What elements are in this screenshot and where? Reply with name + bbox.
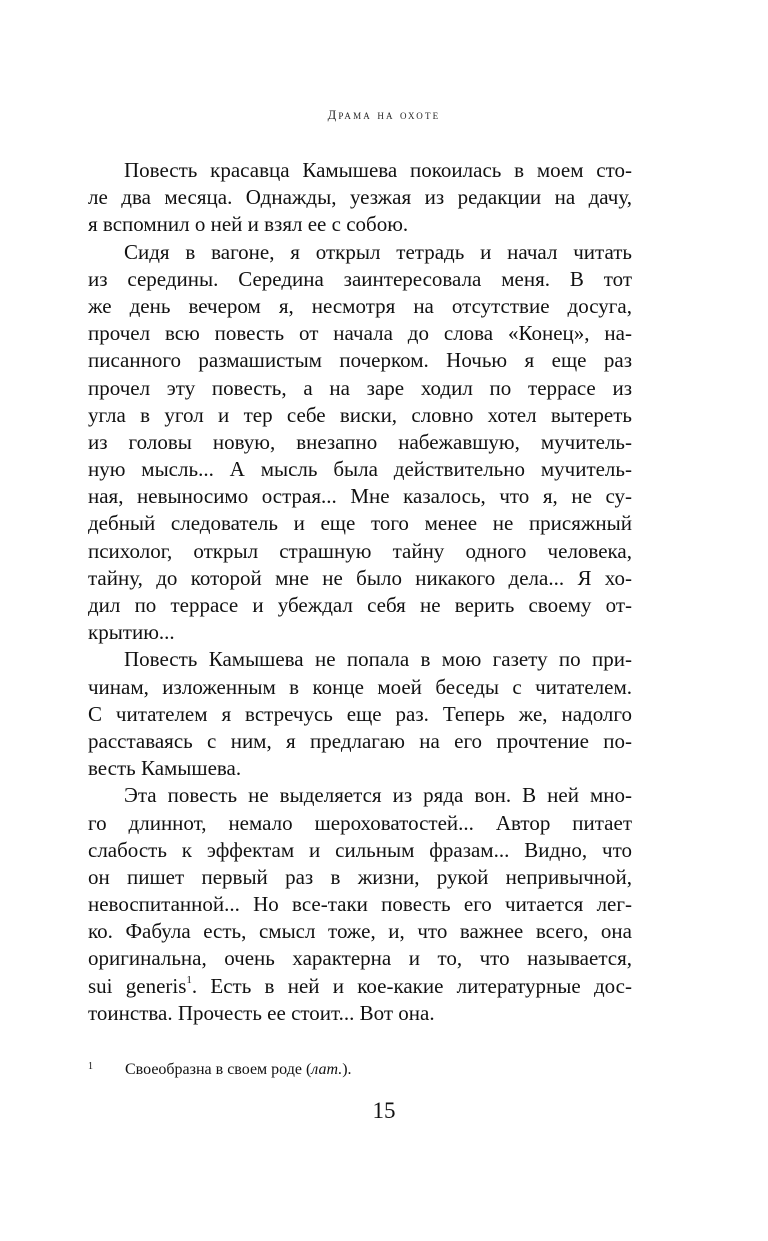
footnote-text-end: ). (342, 1061, 352, 1078)
text-line: психолог, открыл страшную тайну одного человека, (88, 538, 632, 563)
text-line: чинам, изложенным в конце моей беседы с читателем. (88, 674, 632, 699)
text-line: же день вечером я, несмотря на отсутствие досуга, (88, 293, 632, 318)
footnote-italic: лат. (311, 1061, 343, 1078)
text-line: слабость к эффектам и сильным фразам... Видно, что (88, 837, 632, 862)
text-line: Сидя в вагоне, я открыл тетрадь и начал читать (124, 239, 632, 264)
text-line: дил по террасе и убеждал себя не верить своему от- (88, 593, 632, 617)
text-line: из середины. Середина заинтересовала меня. В тот (88, 266, 632, 291)
text-line: крытию... (88, 620, 175, 645)
text-line-footnote-ref (88, 973, 632, 1000)
footnote-marker: 1 (88, 1061, 93, 1072)
text-line: весть Камышева. (88, 756, 242, 781)
text-line: ле два месяца. Однажды, уезжая из редакции на дачу, (88, 185, 632, 210)
sui-generis-text: sui generis (88, 973, 187, 998)
footnote-reference[interactable]: 1 (186, 973, 192, 986)
page-number: 15 (372, 1098, 396, 1123)
text-line: из головы новую, внезапно набежавшую, мучитель- (88, 429, 632, 454)
text-line: он пишет первый раз в жизни, рукой непривычной, (88, 864, 632, 889)
text-line: ная, невыносимо острая... Мне казалось, что я, не су- (88, 484, 632, 509)
text-line: писанного размашистым почерком. Ночью я еще раз (88, 348, 632, 373)
text-line: Повесть Камышева не попала в мою газету по при- (124, 647, 632, 672)
text-line: прочел эту повесть, а на заре ходил по террасе из (88, 375, 632, 400)
text-line: ко. Фабула есть, смысл тоже, и, что важнее всего, она (88, 919, 632, 944)
footnote-text-start: Своеобразна в своем роде ( (125, 1061, 312, 1078)
text-line: угла в угол и тер себе виски, словно хотел вытереть (88, 402, 632, 427)
running-head: Драма на охоте (327, 108, 441, 122)
text-line: ную мысль... А мысль была действительно мучитель- (88, 457, 632, 482)
text-line: тайну, до которой мне не было никакого дела... Я хо- (88, 565, 632, 590)
text-line: тоинства. Прочесть ее стоит... Вот она. (88, 1000, 435, 1025)
text-line: невоспитанной... Но все-таки повесть его читается лег- (88, 892, 632, 917)
body-text (88, 157, 632, 1027)
text-line: дебный следователь и еще того менее не присяжный (88, 511, 632, 536)
text-line: С читателем я встречусь еще раз. Теперь же, надолго (88, 701, 632, 726)
text-line: Повесть красавца Камышева покоилась в моем сто- (124, 158, 632, 182)
text-line: прочел всю повесть от начала до слова «Конец», на- (88, 321, 632, 346)
footnote-text (125, 1060, 352, 1080)
text-continuation: . Есть в ней и кое-какие литературные дос- (191, 973, 632, 998)
text-line: Эта повесть не выделяется из ряда вон. В ней мно- (124, 783, 632, 808)
text-line: оригинальна, очень характерна и то, что называется, (88, 946, 632, 971)
text-line: расставаясь с ним, я предлагаю на его прочтение по- (88, 728, 632, 753)
text-line: я вспомнил о ней и взял ее с собою. (88, 212, 409, 237)
text-line: го длиннот, немало шероховатостей... Автор питает (88, 810, 632, 835)
